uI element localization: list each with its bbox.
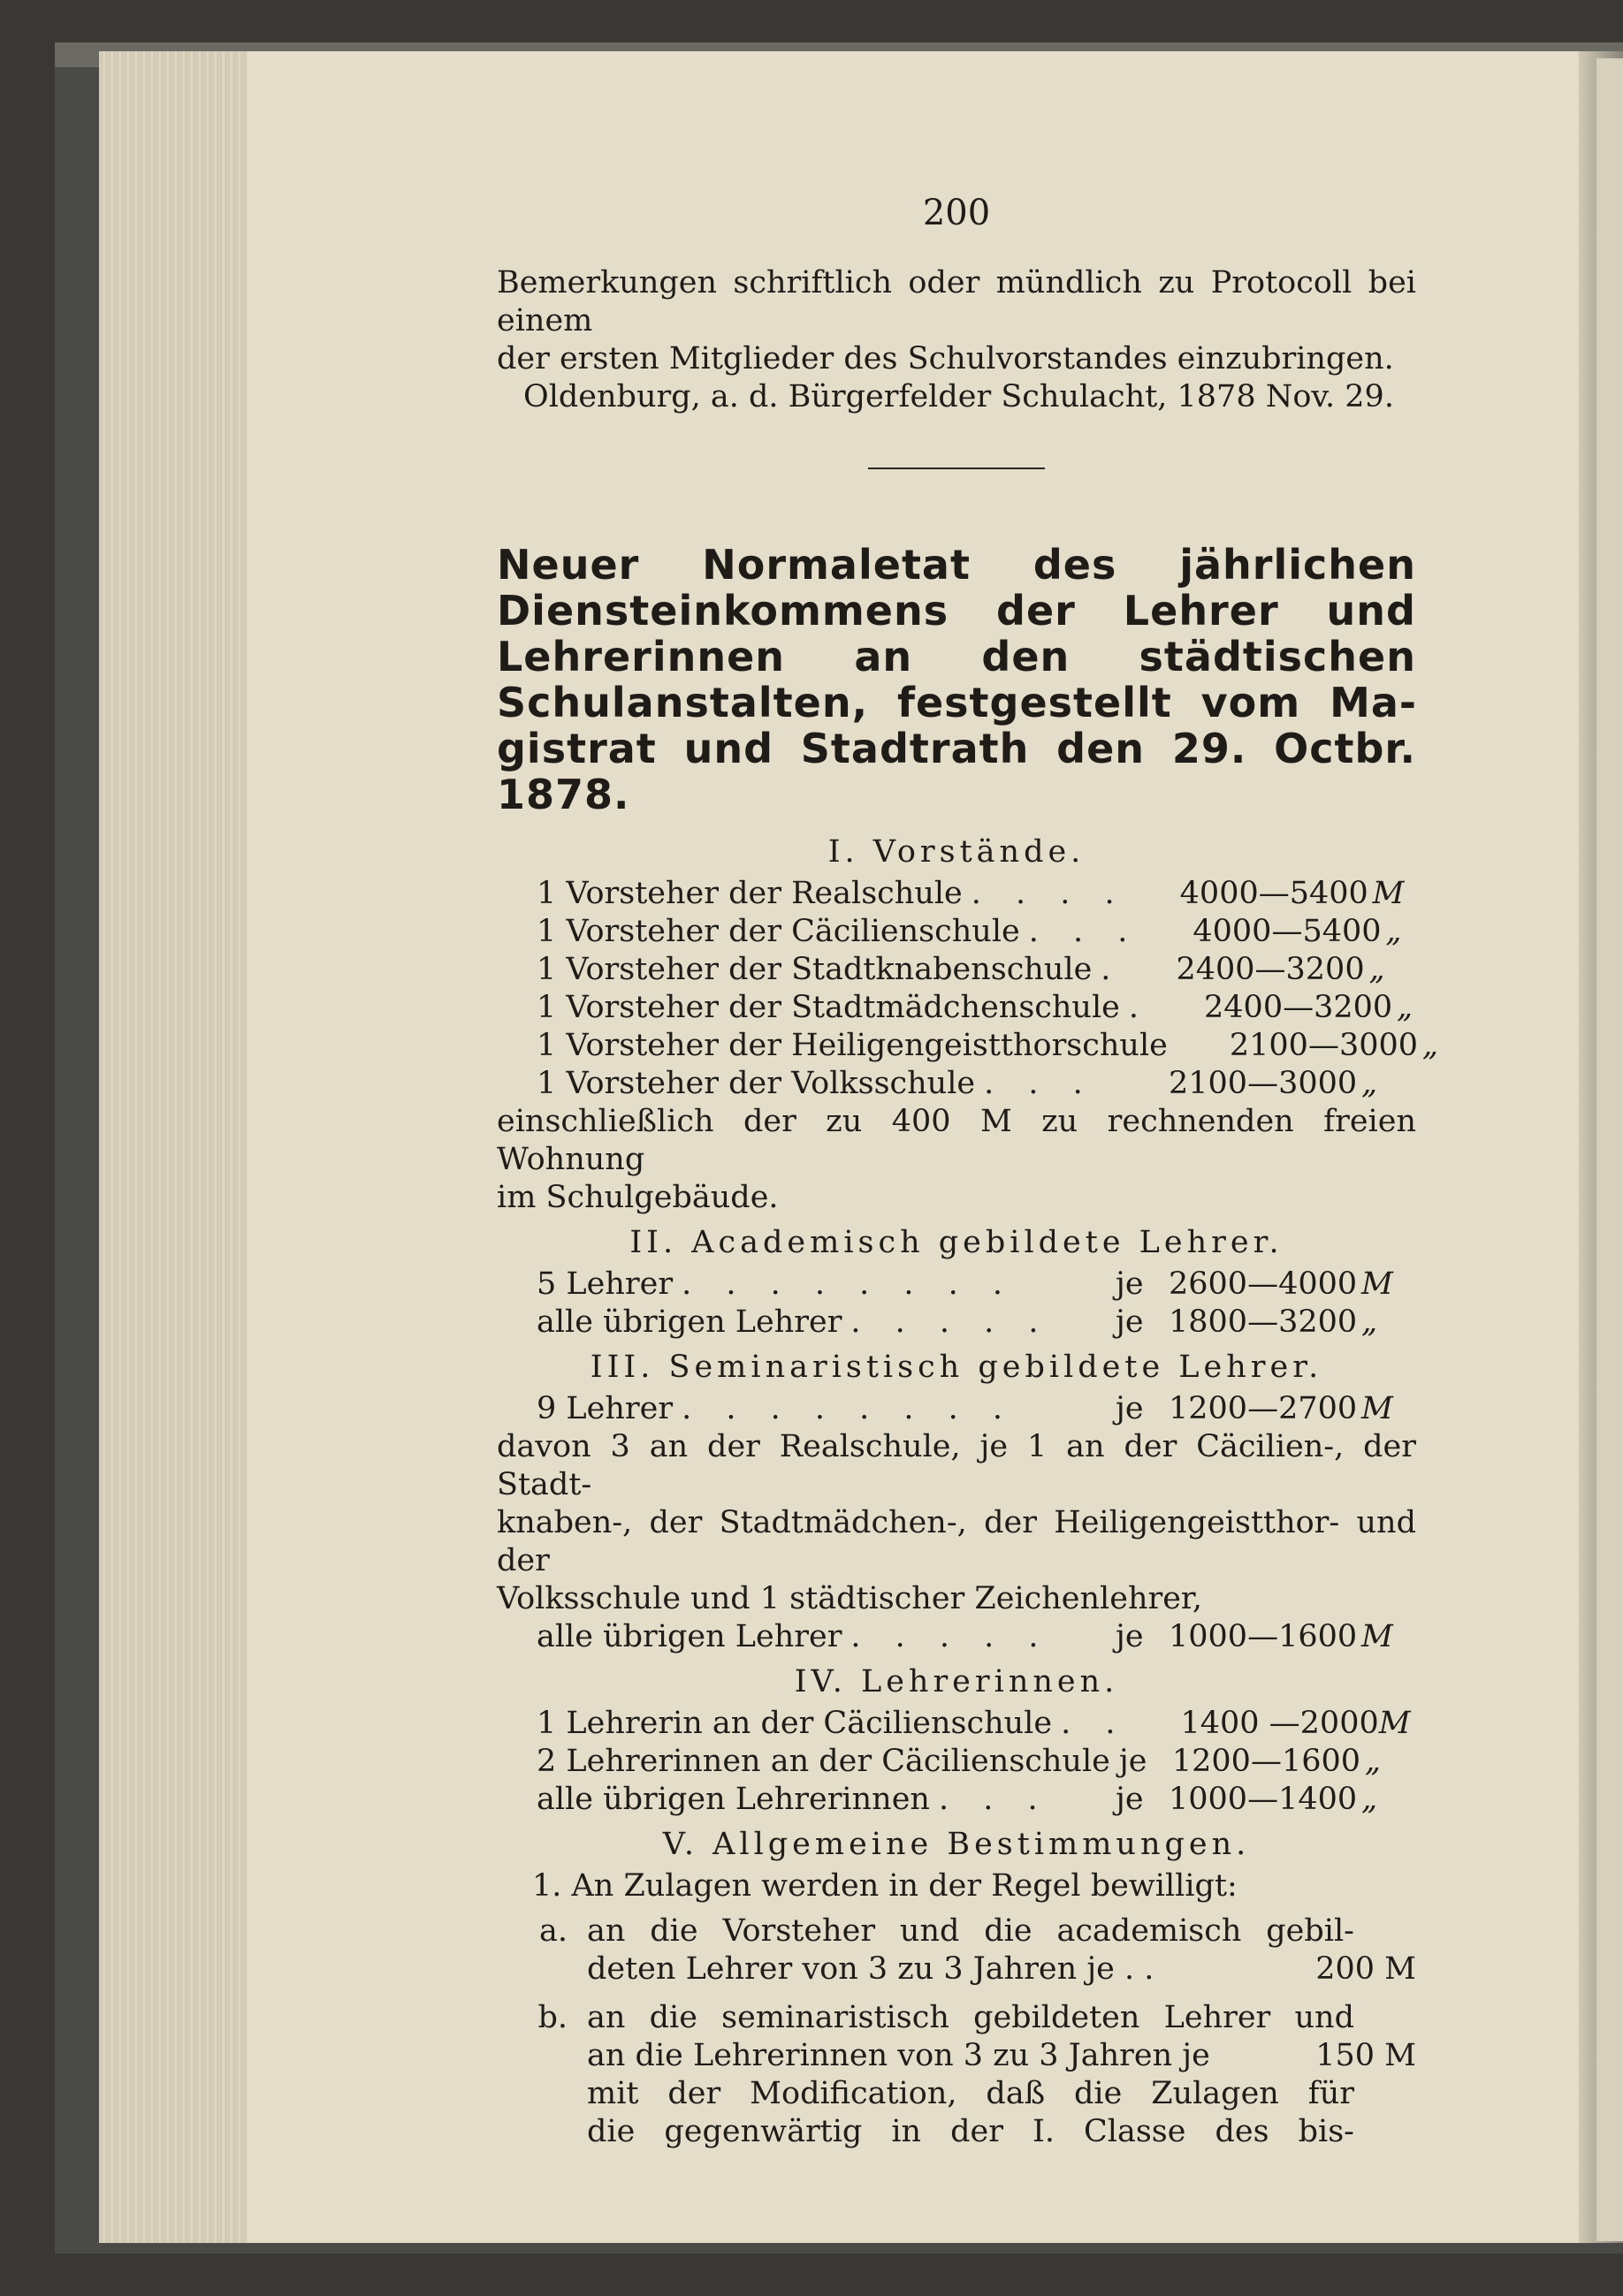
leader-dots: . . . . . . . . (682, 1391, 1015, 1426)
row-label: 2 Lehrerinnen an der Cäcilienschule (537, 1744, 1110, 1779)
row-range: 1400 —2000 (1180, 1706, 1379, 1741)
item-b-line-3: mit der Modification, daß die Zulagen für (587, 2076, 1354, 2111)
row-unit: „ (1421, 1028, 1439, 1063)
item-a-line-2 (587, 1950, 1416, 1988)
row-label: 9 Lehrer (537, 1391, 674, 1426)
row-je: je (1116, 1304, 1144, 1340)
row-label: 1 Vorsteher der Realschule (537, 876, 963, 911)
section-3-note-line-2: knaben-, der Stadtmädchen-, der Heiligengeistthor- und der (497, 1505, 1416, 1578)
intro-line-2: der ersten Mitglieder des Schulvorstandes einzubringen. (497, 341, 1394, 376)
section-heading-5: V. Allgemeine Bestimmungen. (662, 1827, 1251, 1862)
item-a-amount: 200 M (1315, 1951, 1416, 1987)
leader-dots: . . . . (971, 876, 1127, 911)
row-label: alle übrigen Lehrer (537, 1619, 842, 1654)
table-row (497, 1618, 1416, 1656)
row-label: alle übrigen Lehrerinnen (537, 1782, 930, 1817)
row-label: 1 Vorsteher der Stadtmädchenschule (537, 990, 1120, 1025)
row-range: 1000—1400 (1169, 1782, 1358, 1817)
table-row (497, 1266, 1416, 1304)
intro-line-1: Bemerkungen schriftlich oder mündlich zu Protocoll bei einem (497, 265, 1416, 338)
item-b-line-2 (587, 2037, 1416, 2075)
item-b-line-2-text: an die Lehrerinnen von 3 zu 3 Jahren je (587, 2038, 1210, 2073)
row-range: 1000—1600 (1169, 1619, 1358, 1654)
row-range: 1800—3200 (1169, 1304, 1358, 1340)
row-range: 2400—3200 (1204, 990, 1393, 1025)
row-unit: „ (1368, 952, 1385, 987)
table-row (497, 1743, 1416, 1781)
table-row (497, 875, 1416, 913)
row-unit: „ (1361, 1304, 1378, 1340)
row-unit: „ (1364, 1744, 1382, 1779)
row-range: 2100—3000 (1169, 1066, 1358, 1101)
row-unit: M (1361, 1391, 1393, 1426)
row-je: je (1116, 1782, 1144, 1817)
row-je: je (1118, 1744, 1147, 1779)
table-row (497, 1781, 1416, 1819)
section-1-note-line-2: im Schulgebäude. (497, 1180, 779, 1215)
page-number: 200 (922, 193, 991, 233)
provision-lead: 1. An Zulagen werden in der Regel bewilligt: (532, 1868, 1238, 1904)
table-row (497, 913, 1416, 951)
row-range: 2400—3200 (1176, 952, 1365, 987)
table-row (497, 1027, 1439, 1065)
item-b-line-1: an die seminaristisch gebildeten Lehrer und (587, 2000, 1354, 2035)
row-unit: M (1372, 876, 1405, 911)
item-label: a. (539, 1913, 568, 1949)
row-je: je (1116, 1266, 1144, 1302)
section-3-note-line-1: davon 3 an der Realschule, je 1 an der Cäcilien-, der Stadt- (497, 1429, 1416, 1502)
row-label: 1 Lehrerin an der Cäcilienschule (537, 1706, 1053, 1741)
leader-dots: . . . . . . . . (682, 1266, 1015, 1302)
section-divider (868, 468, 1045, 469)
next-page-edge (1596, 58, 1623, 2241)
section-heading-3: III. Seminaristisch gebildete Lehrer. (590, 1349, 1323, 1385)
leader-dots: . . . (938, 1782, 1050, 1817)
document-title: Neuer Normaletat des jährlichen Diensteinkommens der Lehrer und Lehrerinnen an den städtischen Schulanstalten, festgestellt vom Magistrat und Stadtrath den 29. Octbr. 1878. (497, 541, 1416, 818)
row-range: 2100—3000 (1229, 1028, 1419, 1063)
table-row (497, 951, 1416, 989)
dateline: Oldenburg, a. d. Bürgerfelder Schulacht, 1878 Nov. 29. (523, 379, 1394, 414)
provision-item-a (497, 1912, 1416, 1988)
row-label: 1 Vorsteher der Heiligengeistthorschule (537, 1028, 1168, 1063)
table-row (497, 1065, 1416, 1103)
leader-dots: . . . . . (850, 1619, 1051, 1654)
item-text (587, 1999, 1416, 2151)
row-label: 1 Vorsteher der Stadtknabenschule (537, 952, 1093, 987)
page-text (497, 193, 1439, 2151)
row-range: 4000—5400 (1179, 876, 1368, 911)
item-a-line-2-text: deten Lehrer von 3 zu 3 Jahren je . . (587, 1951, 1154, 1987)
row-range: 2600—4000 (1169, 1266, 1358, 1302)
row-unit: „ (1361, 1066, 1378, 1101)
row-je: je (1116, 1391, 1144, 1426)
row-je: je (1116, 1619, 1144, 1654)
leader-dots: . (1128, 990, 1152, 1025)
row-range: 4000—5400 (1192, 914, 1382, 949)
section-heading-2: II. Academisch gebildete Lehrer. (629, 1225, 1284, 1260)
row-unit: „ (1385, 914, 1402, 949)
row-label: 1 Vorsteher der Volksschule (537, 1066, 976, 1101)
provision-item-b (497, 1999, 1416, 2151)
leader-dots: . . . (984, 1066, 1095, 1101)
leader-dots: . . . . . (850, 1304, 1051, 1340)
row-label: alle übrigen Lehrer (537, 1304, 842, 1340)
leader-dots: . . (1061, 1706, 1128, 1741)
row-unit: M (1378, 1706, 1411, 1741)
section-heading-4: IV. Lehrerinnen. (794, 1664, 1119, 1699)
item-b-line-4: die gegenwärtig in der I. Classe des bis- (587, 2114, 1354, 2149)
page-edges (99, 51, 258, 2243)
item-text (587, 1912, 1416, 1988)
table-row (497, 1705, 1416, 1743)
table-row (497, 1304, 1416, 1342)
table-row (497, 1390, 1416, 1428)
row-unit: M (1361, 1619, 1393, 1654)
item-label: b. (537, 2000, 568, 2035)
leader-dots: . (1101, 952, 1124, 987)
row-unit: M (1361, 1266, 1393, 1302)
row-unit: „ (1361, 1782, 1378, 1817)
section-1-table (497, 875, 1439, 1103)
row-label: 1 Vorsteher der Cäcilienschule (537, 914, 1020, 949)
leader-dots: . . . (1028, 914, 1140, 949)
section-heading-1: I. Vorstände. (827, 834, 1086, 870)
item-b-amount: 150 M (1315, 2038, 1416, 2073)
row-unit: „ (1397, 990, 1413, 1025)
row-range: 1200—1600 (1171, 1744, 1361, 1779)
row-range: 1200—2700 (1169, 1391, 1358, 1426)
section-1-note-line-1: einschließlich der zu 400 M zu rechnenden freien Wohnung (497, 1104, 1416, 1177)
table-row (497, 989, 1416, 1027)
item-a-line-1: an die Vorsteher und die academisch gebil- (587, 1913, 1354, 1949)
row-label: 5 Lehrer (537, 1266, 674, 1302)
section-3-note-line-3: Volksschule und 1 städtischer Zeichenlehrer, (497, 1581, 1202, 1616)
